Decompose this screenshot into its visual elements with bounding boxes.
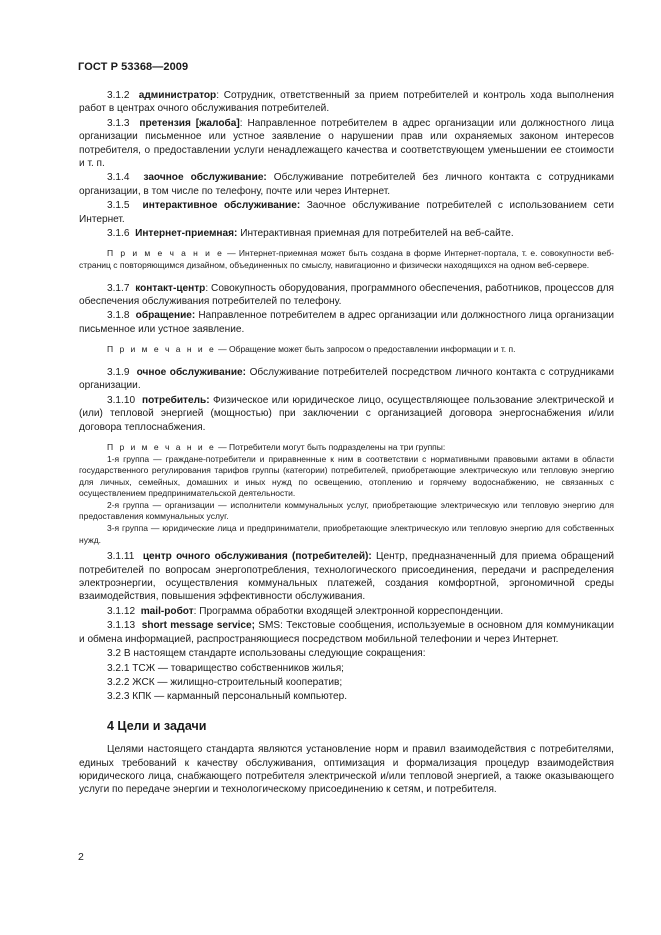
term-sep: : — [205, 282, 209, 294]
term-sep: : — [216, 90, 220, 101]
item-number: 3.1.13 — [107, 620, 136, 632]
term: mail-робот — [140, 605, 194, 617]
term: интерактивное обслуживание: — [142, 200, 301, 212]
item-number: 3.1.9 — [107, 366, 130, 378]
note-text: — Интернет-приемная может быть создана в форме Интернет-портала, т. е. совокупности веб-страниц с повторяющимся дизайном, объединенных по смыслу, навигационно и физически находящихся на одном веб-сервере. — [79, 248, 614, 271]
section-heading: 4 Цели и задачи — [107, 718, 207, 733]
item-number: 3.1.5 — [107, 200, 130, 212]
note-label: П р и м е ч а н и е — [107, 344, 216, 355]
term: Интернет-приемная: — [135, 228, 238, 240]
note-label: П р и м е ч а н и е — [107, 441, 216, 452]
term: претензия [жалоба] — [139, 117, 240, 129]
abbreviation-item: 3.2.1 ТСЖ — товарищество собственников жилья; — [107, 662, 344, 674]
group-2: 2-я группа — организации — исполнители коммунальных услуг, приобретающие электрическую или тепловую энергию для предоставления коммунальных услуг. — [79, 499, 614, 522]
definition-text: Сотрудник, ответственный за прием потребителей и контроль хода выполнения работ в центрах очного обслуживания потребителей. — [79, 90, 614, 115]
definition-3-1-4 — [79, 171, 614, 198]
item-number: 3.1.8 — [107, 310, 130, 322]
note-text: — Потребители могут быть подразделены на три группы: — [215, 441, 446, 452]
item-number: 3.1.4 — [107, 172, 130, 184]
definition-text: Обслуживание потребителей посредством личного контакта с сотрудниками организации. — [79, 366, 614, 392]
term: обращение: — [135, 310, 196, 322]
note-text: — Обращение может быть запросом о предоставлении информации и т. п. — [215, 344, 516, 355]
definition-3-1-9 — [79, 366, 614, 393]
note-internet-reception — [79, 248, 614, 271]
definition-text: Программа обработки входящей электронной корреспонденции. — [196, 605, 504, 617]
definition-3-1-12 — [79, 605, 614, 618]
definition-3-1-13 — [79, 619, 614, 646]
term: администратор — [138, 90, 217, 101]
definition-text: Совокупность оборудования, программного обеспечения, работников, процессов для обеспечения обслуживания потребителей по телефону. — [79, 282, 615, 308]
definition-3-1-8 — [79, 309, 614, 336]
definition-text: Центр, предназначенный для приема обращений потребителей по вопросам энергопотребления, технологического присоединения, передачи и распределения электроэнергии, осуществления коммунальных платежей, создания комфортной, эргономичной среды взаимодействия, повышения эффективности обслуживания. — [79, 551, 614, 603]
item-number: 3.1.10 — [107, 394, 136, 406]
term: очное обслуживание: — [136, 366, 247, 378]
definition-text: Направленное потребителем в адрес организации или должностного лица организации письменное или устное заявление о нарушении прав или охраняемых законом интересов потребителя, о предоставлении услуги ненадлежащего качества и соответствующем уменьшении ее стоимости и т. п. — [79, 117, 615, 170]
term: контакт-центр — [135, 282, 206, 294]
definition-3-1-5 — [79, 199, 614, 226]
section-paragraph: Целями настоящего стандарта являются установление норм и правил взаимодействия с потребителями, единых требований к качеству обслуживания, оптимизация и формализация процедур взаимодействия юридического лица, снабжающего потребителя электрической и/или тепловой энергией, а также оказывающего услуги по передаче энергии и технологическому присоединению к сетям, и потребителя. — [79, 744, 614, 796]
abbreviations-intro: 3.2 В настоящем стандарте использованы следующие сокращения: — [107, 648, 426, 660]
item-number: 3.1.12 — [107, 605, 136, 617]
group-3: 3-я группа — юридические лица и предприниматели, приобретающие электрическую или тепловую энергию для собственных нужд. — [79, 523, 614, 545]
term-sep: : — [239, 117, 243, 129]
item-number: 3.1.3 — [107, 117, 130, 129]
definition-text: Обслуживание потребителей без личного контакта с сотрудниками организации, в том числе по телефону, почте или через Интернет. — [79, 172, 614, 197]
definition-text: Интерактивная приемная для потребителей на веб-сайте. — [237, 228, 514, 240]
document-header: ГОСТ Р 53368—2009 — [78, 61, 189, 73]
definition-3-1-11 — [79, 550, 614, 604]
definition-text: Направленное потребителем в адрес организации или должностного лица организации письменное или устное заявление. — [79, 310, 614, 335]
item-number: 3.1.2 — [107, 90, 130, 101]
page-number: 2 — [78, 851, 84, 863]
item-number: 3.1.6 — [107, 228, 130, 240]
abbreviation-item: 3.2.3 КПК — карманный персональный компьютер. — [107, 691, 348, 703]
group-1: 1-я группа — граждане-потребители и приравненные к ним в соответствии с нормативными правовыми актами в области государственного регулирования тарифов группы (категории) потребителей, приобретающие электрическую или тепловую энергию для личных, семейных, домашних и иных нужд по освещению, отоплению и горячему водоснабжению, не связанных с осуществлением предпринимательской деятельности. — [79, 453, 614, 499]
term: центр очного обслуживания (потребителей): — [142, 551, 372, 563]
abbreviation-item: 3.2.2 ЖСК — жилищно-строительный кооператив; — [107, 676, 343, 688]
definition-3-1-10 — [79, 394, 614, 434]
term-sep: : — [193, 605, 197, 617]
item-number: 3.1.7 — [107, 282, 130, 294]
document-body — [79, 89, 614, 798]
term: заочное обслуживание: — [143, 172, 267, 184]
note-label: П р и м е ч а н и е — [107, 248, 224, 259]
term: short message service; — [141, 620, 255, 632]
definition-3-1-6 — [79, 227, 614, 240]
note-intro — [79, 442, 614, 454]
item-number: 3.1.11 — [107, 551, 135, 563]
definition-3-1-3 — [79, 117, 614, 171]
definition-text: Заочное обслуживание потребителей с использованием сети Интернет. — [79, 200, 614, 225]
definition-3-1-2 — [79, 89, 614, 116]
definition-text: Физическое или юридическое лицо, осуществляющее пользование электрической и (или) тепловой энергией (мощностью) при заключении с организацией договора энергоснабжения и/или договора теплоснабжения. — [79, 394, 615, 433]
note-request — [79, 344, 614, 356]
definition-3-1-7 — [79, 282, 614, 309]
definition-text: SMS: Текстовые сообщения, используемые в основном для коммуникации и обмена информацией, распространяющиеся посредством мобильной телефонии и через Интернет. — [79, 620, 614, 645]
term: потребитель: — [142, 394, 210, 406]
note-consumer-groups — [79, 442, 614, 546]
